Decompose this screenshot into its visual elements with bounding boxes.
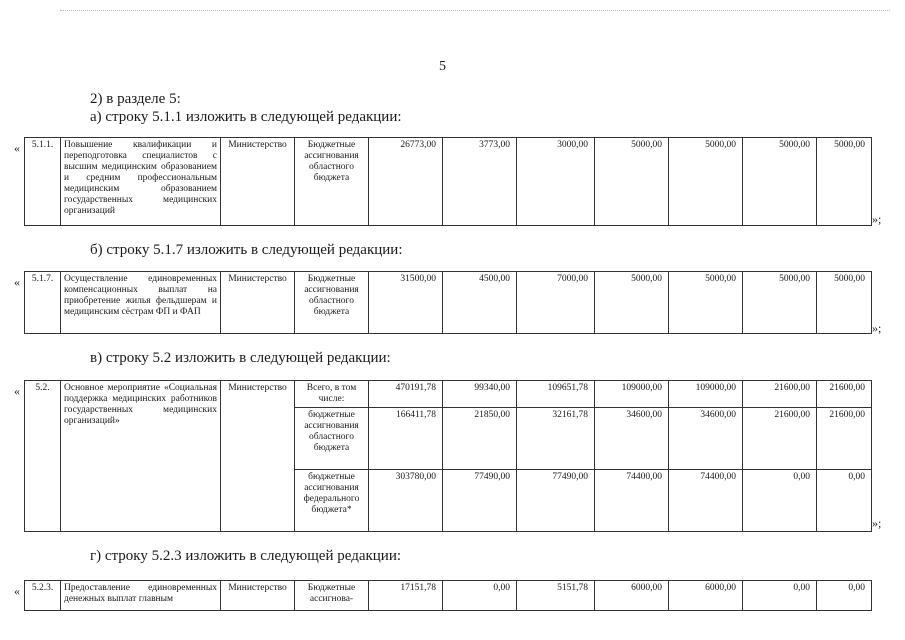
value-year-4: 6000,00 (669, 581, 743, 611)
heading-b: б) строку 5.1.7 изложить в следующей редакции: (90, 242, 403, 258)
executor: Министерство (221, 272, 295, 334)
value-total: 303780,00 (369, 470, 443, 532)
table-row-5-2 (24, 380, 872, 532)
heading-g: г) строку 5.2.3 изложить в следующей редакции: (90, 548, 402, 564)
quote-close-b: »; (872, 321, 882, 335)
value-year-2: 77490,00 (517, 470, 595, 532)
quote-open-b: « (14, 275, 20, 289)
funding-source: бюджетные ассигнования областного бюджета (295, 408, 369, 470)
funding-source: Бюджетные ассигнования областного бюджета (295, 272, 369, 334)
value-year-1: 0,00 (443, 581, 517, 611)
value-year-6: 21600,00 (817, 381, 872, 408)
table-row-5-1-7 (24, 271, 872, 334)
activity-name: Основное мероприятие «Социальная поддержка медицинских работников государственных медицинских организаций» (61, 381, 221, 532)
value-year-4: 5000,00 (669, 138, 743, 226)
funding-source: Бюджетные ассигнования областного бюджета (295, 138, 369, 226)
value-year-1: 3773,00 (443, 138, 517, 226)
value-year-6: 21600,00 (817, 408, 872, 470)
table-row-5-2-3 (24, 580, 872, 611)
value-year-1: 21850,00 (443, 408, 517, 470)
value-year-2: 7000,00 (517, 272, 595, 334)
value-total: 166411,78 (369, 408, 443, 470)
quote-close-v: »; (872, 516, 882, 530)
value-year-5: 0,00 (743, 470, 817, 532)
value-year-3: 109000,00 (595, 381, 669, 408)
value-year-3: 6000,00 (595, 581, 669, 611)
heading-a: а) строку 5.1.1 изложить в следующей редакции: (90, 109, 402, 125)
value-year-5: 5000,00 (743, 138, 817, 226)
value-year-2: 3000,00 (517, 138, 595, 226)
row-number: 5.1.1. (25, 138, 61, 226)
activity-name: Повышение квалификации и переподготовка специалистов с высшим медицинским образованием и средним профессиональным медицинским образованием государственных медицинских организаций (61, 138, 221, 226)
funding-source: Всего, в том числе: (295, 381, 369, 408)
value-year-6: 0,00 (817, 470, 872, 532)
value-year-4: 5000,00 (669, 272, 743, 334)
value-year-2: 5151,78 (517, 581, 595, 611)
value-year-4: 109000,00 (669, 381, 743, 408)
value-year-6: 5000,00 (817, 138, 872, 226)
value-total: 31500,00 (369, 272, 443, 334)
value-year-2: 109651,78 (517, 381, 595, 408)
value-year-3: 34600,00 (595, 408, 669, 470)
quote-open-g: « (14, 584, 20, 598)
value-year-5: 21600,00 (743, 381, 817, 408)
value-year-5: 0,00 (743, 581, 817, 611)
row-number: 5.2. (25, 381, 61, 532)
value-year-3: 5000,00 (595, 272, 669, 334)
row-number: 5.1.7. (25, 272, 61, 334)
value-year-3: 5000,00 (595, 138, 669, 226)
executor: Министерство (221, 581, 295, 611)
value-year-4: 34600,00 (669, 408, 743, 470)
funding-source: бюджетные ассигнования федерального бюджета* (295, 470, 369, 532)
table-row-5-1-1 (24, 137, 872, 226)
executor: Министерство (221, 381, 295, 532)
executor: Министерство (221, 138, 295, 226)
section-intro: 2) в разделе 5: (90, 91, 181, 107)
scan-top-edge (60, 10, 890, 11)
heading-v: в) строку 5.2 изложить в следующей редакции: (90, 350, 391, 366)
activity-name: Осуществление единовременных компенсационных выплат на приобретение жилья фельдшерам и медицинским сёстрам ФП и ФАП (61, 272, 221, 334)
value-year-1: 99340,00 (443, 381, 517, 408)
value-year-5: 5000,00 (743, 272, 817, 334)
value-total: 26773,00 (369, 138, 443, 226)
quote-open-a: « (14, 141, 20, 155)
funding-source: Бюджетные ассигнова- (295, 581, 369, 611)
value-year-4: 74400,00 (669, 470, 743, 532)
value-year-3: 74400,00 (595, 470, 669, 532)
value-total: 470191,78 (369, 381, 443, 408)
value-year-1: 77490,00 (443, 470, 517, 532)
quote-close-a: »; (872, 212, 882, 226)
quote-open-v: « (14, 384, 20, 398)
page-number: 5 (439, 59, 446, 74)
value-total: 17151,78 (369, 581, 443, 611)
row-number: 5.2.3. (25, 581, 61, 611)
value-year-6: 5000,00 (817, 272, 872, 334)
value-year-6: 0,00 (817, 581, 872, 611)
value-year-2: 32161,78 (517, 408, 595, 470)
value-year-1: 4500,00 (443, 272, 517, 334)
value-year-5: 21600,00 (743, 408, 817, 470)
activity-name: Предоставление единовременных денежных выплат главным (61, 581, 221, 611)
